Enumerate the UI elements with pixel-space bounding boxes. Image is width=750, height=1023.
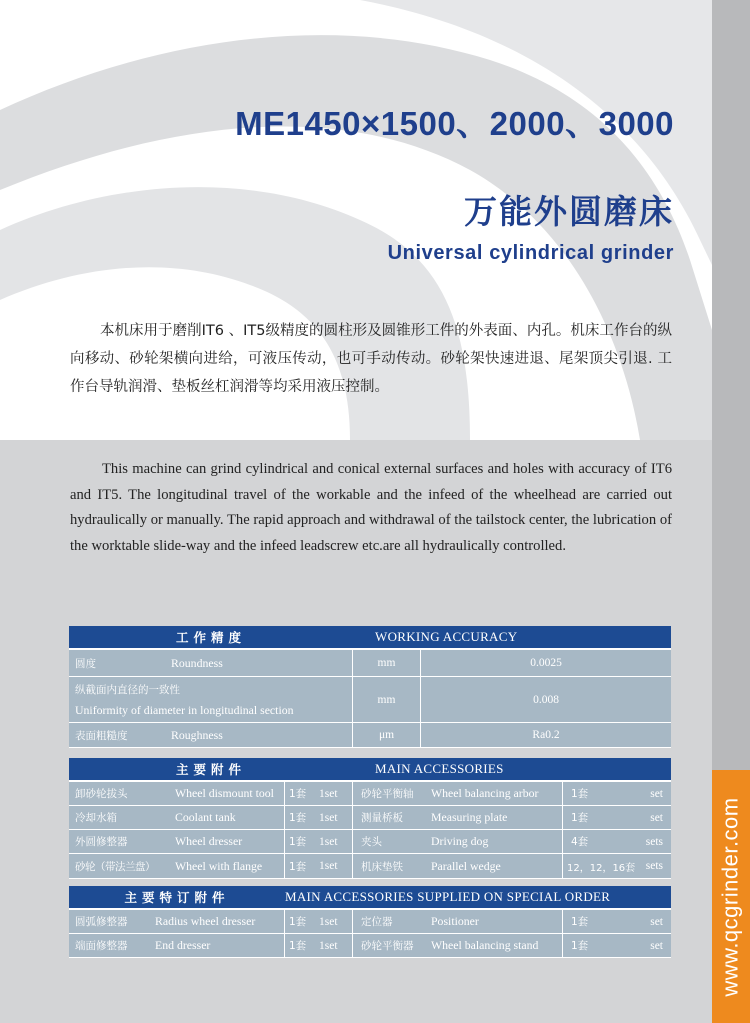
- table-row: [69, 782, 671, 806]
- model-number: ME1450×1500、2000、3000: [235, 105, 674, 142]
- table-row: [69, 806, 671, 830]
- item-en: Coolant tank: [175, 810, 236, 824]
- item-qty: 1套: [571, 788, 589, 800]
- header-en: WORKING ACCURACY: [375, 629, 518, 644]
- item-en: Radius wheel dresser: [155, 914, 256, 928]
- item-en: Wheel with flange: [175, 858, 263, 873]
- item-cn: 机床垫铁: [361, 860, 403, 873]
- row-label-cn: 表面粗糙度: [75, 729, 128, 742]
- header-cn: 主要附件: [175, 762, 246, 777]
- row-value: 0.0025: [530, 657, 562, 669]
- item-en: Positioner: [431, 914, 479, 928]
- row-unit: mm: [353, 677, 421, 722]
- header-cn: 主要特订附件: [124, 890, 230, 905]
- item-cn: 砂轮平衡器: [361, 940, 414, 952]
- table-row: [69, 910, 671, 934]
- row-label-cn: 纵截面内直径的一致性: [75, 683, 180, 696]
- item-qty: 4套: [571, 836, 589, 848]
- item-en: Wheel dismount tool: [175, 786, 274, 800]
- website-text: www.qcgrinder.com: [718, 796, 743, 997]
- item-qty: 1套: [289, 836, 307, 848]
- table-row: [69, 723, 671, 748]
- item-qty: 1套: [289, 860, 307, 873]
- item-cn: 外圆修整器: [75, 836, 128, 848]
- table-row: [69, 934, 671, 958]
- item-qty: 1套: [289, 916, 307, 928]
- row-unit: mm: [353, 650, 421, 676]
- item-unit: 1set: [319, 939, 338, 952]
- item-en: End dresser: [155, 938, 211, 952]
- table-row: [69, 830, 671, 854]
- item-en: Driving dog: [431, 834, 489, 848]
- item-unit: set: [650, 915, 663, 928]
- item-unit: 1set: [319, 915, 338, 928]
- item-cn: 卸砂轮拔头: [75, 788, 128, 800]
- working-accuracy-table: [69, 626, 671, 748]
- website-label: [712, 770, 750, 1023]
- working-accuracy-header: [69, 626, 671, 650]
- row-label-en: Roughness: [171, 727, 223, 742]
- item-cn: 砂轮（带法兰盘）: [75, 860, 155, 873]
- item-cn: 砂轮平衡轴: [361, 788, 414, 800]
- product-title-en: Universal cylindrical grinder: [387, 242, 674, 264]
- header-cn: 工作精度: [175, 630, 246, 645]
- special-accessories-header: [69, 886, 671, 910]
- item-qty: 12，12，16套: [567, 862, 636, 874]
- header-en: MAIN ACCESSORIES: [375, 761, 504, 776]
- item-en: Wheel balancing arbor: [431, 786, 539, 800]
- item-qty: 1套: [571, 812, 589, 824]
- table-row: [69, 854, 671, 879]
- row-value: 0.008: [533, 693, 559, 706]
- special-accessories-table: [69, 886, 671, 958]
- product-title-cn: 万能外圆磨床: [464, 192, 674, 231]
- item-qty: 1套: [571, 916, 589, 928]
- item-en: Wheel dresser: [175, 834, 243, 848]
- item-cn: 定位器: [361, 916, 393, 928]
- item-qty: 1套: [571, 940, 589, 952]
- item-unit: 1set: [319, 860, 338, 872]
- item-unit: set: [650, 811, 663, 824]
- description-cn: 本机床用于磨削IT6 、IT5级精度的圆柱形及圆锥形工件的外表面、内孔。机床工作台的纵向移动、砂轮架横向进给，可液压传动，也可手动传动。砂轮架快速进退、尾架顶尖引退. 工作台导轨润滑、垫板丝杠润滑等均采用液压控制。: [70, 323, 672, 395]
- item-cn: 冷却水箱: [75, 812, 117, 824]
- main-accessories-table: [69, 758, 671, 879]
- description-en: This machine can grind cylindrical and conical external surfaces and holes with accuracy of IT6 and IT5. The longitudinal travel of the workable and the infeed of the wheelhead are carried out hydraulically or manually. The rapid approach and withdrawal of the tailstock center, the lubrication of the worktable slide-way and the infeed leadscrew etc.are all hydraulically controlled.: [70, 461, 672, 554]
- item-unit: set: [650, 787, 663, 800]
- row-unit: μm: [353, 723, 421, 747]
- row-label-cn: 圆度: [75, 657, 96, 670]
- item-qty: 1套: [289, 788, 307, 800]
- header-en: MAIN ACCESSORIES SUPPLIED ON SPECIAL ORDER: [285, 889, 611, 904]
- item-unit: 1set: [319, 811, 338, 824]
- main-accessories-header: [69, 758, 671, 782]
- item-en: Parallel wedge: [431, 858, 501, 873]
- item-unit: sets: [645, 860, 663, 872]
- row-value: Ra0.2: [532, 729, 560, 741]
- side-strip: [712, 0, 750, 770]
- item-en: Measuring plate: [431, 810, 508, 824]
- item-cn: 圆弧修整器: [75, 916, 128, 928]
- row-label-en: Uniformity of diameter in longitudinal section: [75, 702, 294, 717]
- row-label-en: Roundness: [171, 655, 223, 670]
- item-unit: set: [650, 939, 663, 952]
- item-unit: sets: [645, 835, 663, 848]
- item-cn: 测量桥板: [361, 812, 403, 824]
- item-qty: 1套: [289, 940, 307, 952]
- item-unit: 1set: [319, 787, 338, 800]
- item-en: Wheel balancing stand: [431, 938, 539, 952]
- table-row: [69, 677, 671, 723]
- item-qty: 1套: [289, 812, 307, 824]
- item-unit: 1set: [319, 835, 338, 848]
- table-row: [69, 650, 671, 677]
- item-cn: 端面修整器: [75, 940, 128, 952]
- item-cn: 夹头: [361, 836, 382, 848]
